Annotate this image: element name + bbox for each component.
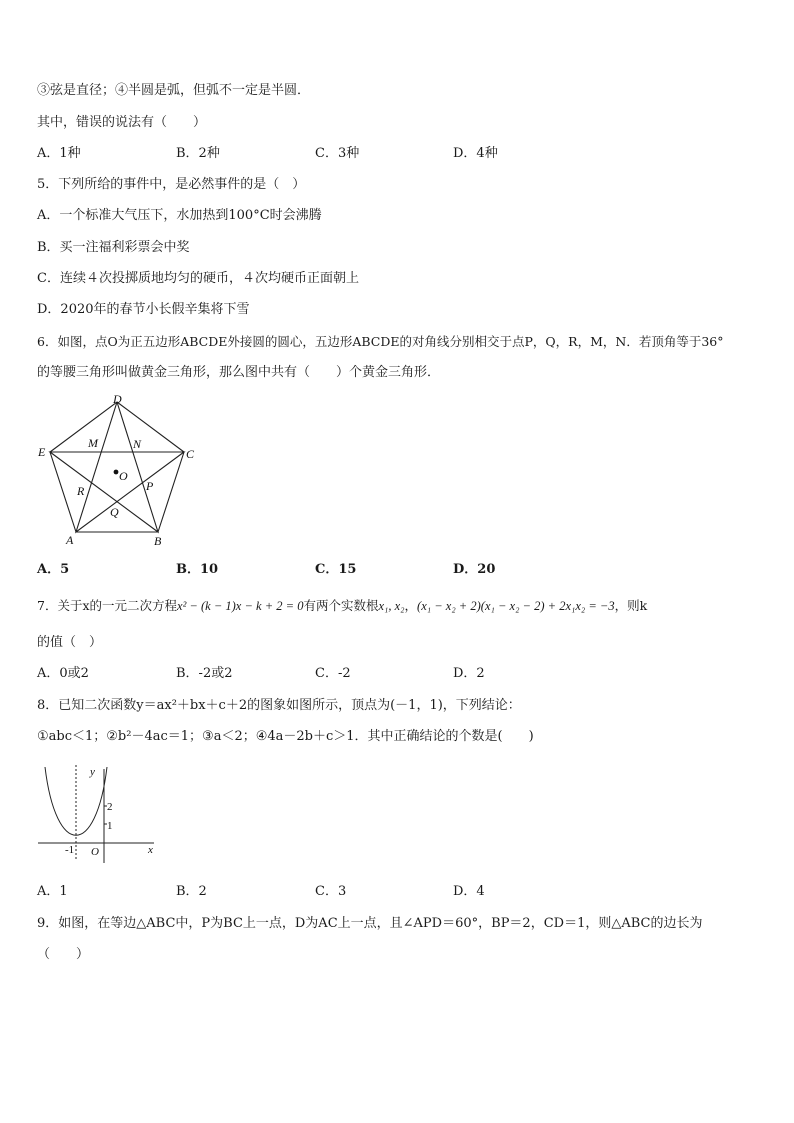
q7-roots: x₁, x₂ [378, 599, 405, 613]
tick-one: 1 [107, 820, 113, 832]
q8-option-c: C．3 [315, 884, 347, 899]
q9-line1: 9．如图，在等边△ABC中，P为BC上一点，D为AC上一点，且∠APD＝60°，BP＝2，CD＝1，则△ABC的边长为 [37, 916, 703, 931]
q7-option-a: A．0或2 [37, 666, 89, 681]
x-axis-label: x [148, 844, 153, 856]
origin-label: O [91, 846, 99, 858]
q4-prompt: 其中，错误的说法有（ ） [37, 115, 207, 130]
tick-two: 2 [107, 801, 113, 813]
parabola-figure [36, 763, 160, 867]
q6-option-a: A．5 [37, 562, 70, 577]
q8-line2: ①abc＜1；②b²－4ac＝1；③a＜2；④4a－2b＋c＞1．其中正确结论的个数是( ) [37, 729, 534, 744]
q4-line3: ③弦是直径；④半圆是弧，但弧不一定是半圆． [37, 83, 311, 98]
q4-option-b: B．2种 [176, 146, 220, 161]
q9-line2: （ ） [37, 947, 90, 962]
q4-option-c: C．3种 [315, 146, 360, 161]
center-point [114, 470, 119, 475]
label-b: B [154, 534, 162, 548]
tick-neg-one: -1 [65, 844, 75, 856]
q7-suffix: ，则k [614, 598, 648, 613]
q7-line2: 的值（ ） [37, 635, 103, 650]
label-p: P [146, 479, 154, 493]
y-axis-label: y [90, 766, 95, 778]
q6-option-c: C．15 [315, 562, 357, 577]
q7-prefix: 7．关于x的一元二次方程 [37, 598, 178, 613]
label-n: N [133, 437, 142, 451]
q7-condition: (x₁ − x₂ + 2)(x₁ − x₂ − 2) + 2x₁x₂ = −3 [417, 599, 615, 613]
q5-option-d: D．2020年的春节小长假辛集将下雪 [37, 302, 250, 317]
q5-option-b: B．买一注福利彩票会中奖 [37, 240, 190, 255]
q5-title: 5．下列所给的事件中，是必然事件的是（ ） [37, 177, 306, 192]
label-d: D [113, 392, 122, 406]
q8-option-d: D．4 [453, 884, 485, 899]
pentagon-figure [36, 392, 206, 550]
q6-line1: 6．如图，点O为正五边形ABCDE外接圆的圆心，五边形ABCDE的对角线分别相交于点P，Q，R，M，N．若顶角等于36° [37, 334, 724, 349]
label-c: C [186, 447, 195, 461]
q4-option-d: D．4种 [453, 146, 498, 161]
q7-line1 [37, 598, 647, 614]
label-a: A [66, 533, 74, 547]
q8-option-b: B．2 [176, 884, 207, 899]
q5-option-c: C．连续４次投掷质地均匀的硬币，４次均硬币正面朝上 [37, 271, 359, 286]
label-e: E [38, 445, 46, 459]
q6-line2: 的等腰三角形叫做黄金三角形，那么图中共有（ ）个黄金三角形． [37, 365, 441, 380]
q7-separator: ， [404, 598, 418, 613]
q6-option-d: D．20 [453, 562, 496, 577]
label-q: Q [110, 505, 119, 519]
q7-middle: 有两个实数根 [303, 598, 379, 613]
label-m: M [88, 436, 98, 450]
q7-option-b: B．-2或2 [176, 666, 233, 681]
label-r: R [77, 484, 85, 498]
q7-option-c: C．-2 [315, 666, 351, 681]
q7-option-d: D．2 [453, 666, 485, 681]
label-o: O [119, 469, 128, 483]
q8-option-a: A．1 [37, 884, 68, 899]
q7-equation: x² − (k − 1)x − k + 2 = 0 [177, 599, 304, 613]
q5-option-a: A．一个标准大气压下，水加热到100°C时会沸腾 [37, 208, 322, 223]
q6-option-b: B．10 [176, 562, 219, 577]
q8-line1: 8．已知二次函数y＝ax²＋bx＋c＋2的图象如图所示，顶点为(－1，1)，下列结论： [37, 698, 521, 713]
q4-option-a: A．1种 [37, 146, 81, 161]
